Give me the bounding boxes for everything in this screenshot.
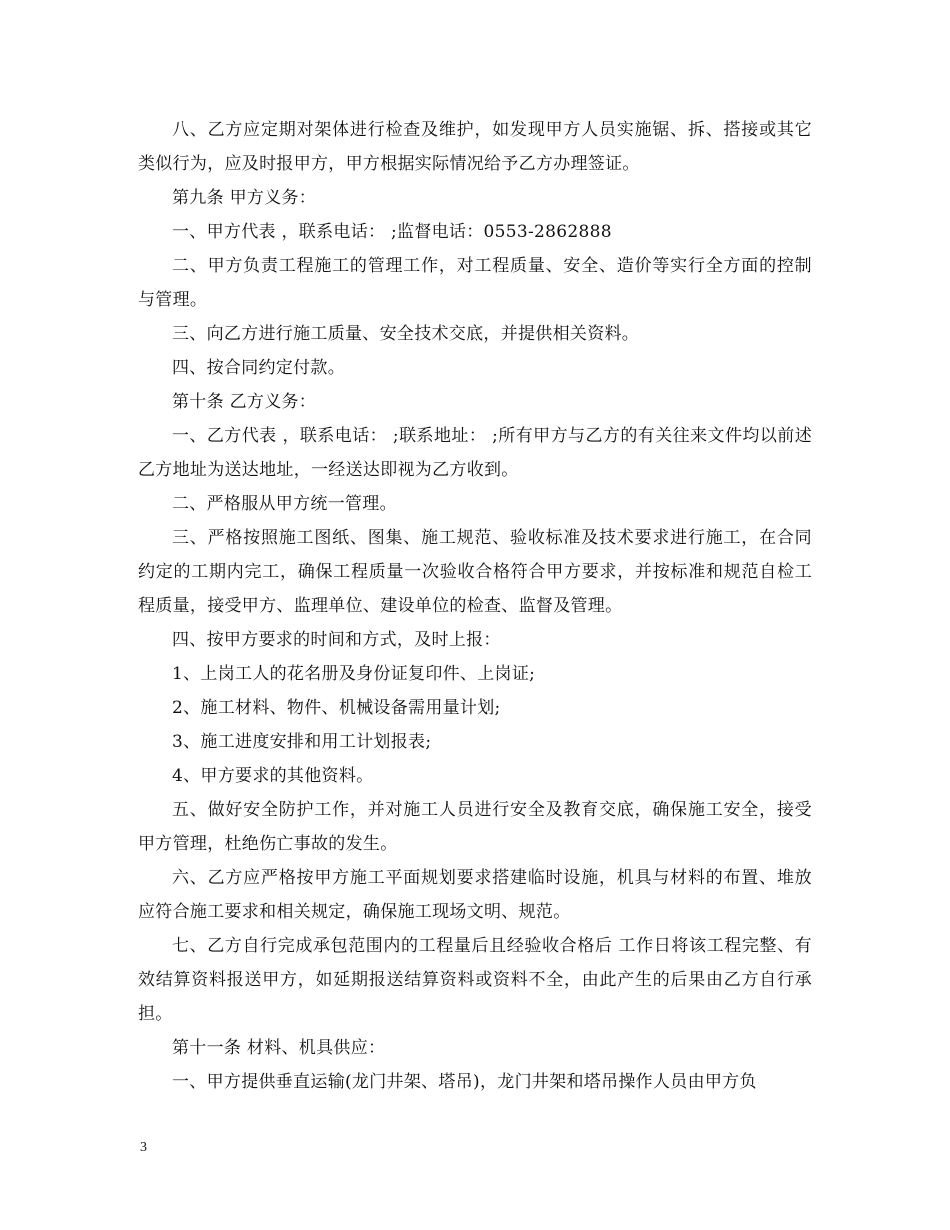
- paragraph-party-b-reporting: 四、按甲方要求的时间和方式，及时上报：: [172, 630, 501, 650]
- paragraph-clause-8-scaffold-inspection: 八、乙方应定期对架体进行检查及维护，如发现甲方人员实施锯、拆、搭接或其它类似行为，应及时报甲方，甲方根据实际情况给予乙方办理签证。: [138, 120, 812, 174]
- list-item-other-materials: 4、甲方要求的其他资料。: [172, 766, 374, 786]
- paragraph-party-a-management: 二、甲方负责工程施工的管理工作，对工程质量、安全、造价等实行全方面的控制与管理。: [138, 256, 812, 310]
- heading-article-10-party-b-obligations: 第十条 乙方义务：: [172, 392, 317, 412]
- paragraph-party-b-temporary-facilities: 六、乙方应严格按甲方施工平面规划要求搭建临时设施，机具与材料的布置、堆放应符合施工要求和相关规定，确保施工现场文明、规范。: [138, 868, 812, 922]
- paragraph-party-b-obey-management: 二、严格服从甲方统一管理。: [172, 494, 397, 514]
- paragraph-party-b-settlement: 七、乙方自行完成承包范围内的工程量后且经验收合格后 工作日将该工程完整、有效结算资料报送甲方，如延期报送结算资料或资料不全，由此产生的后果由乙方自行承担。: [138, 936, 812, 1024]
- list-item-schedule-report: 3、施工进度安排和用工计划报表;: [172, 732, 432, 752]
- list-item-material-plan: 2、施工材料、物件、机械设备需用量计划;: [172, 698, 501, 718]
- page-number: 3: [140, 1140, 147, 1155]
- paragraph-party-b-construction-standards: 三、严格按照施工图纸、图集、施工规范、验收标准及技术要求进行施工，在合同约定的工期内完工，确保工程质量一次验收合格符合甲方要求，并按标准和规范自检工程质量，接受甲方、监理单位、建设单位的检查、监督及管理。: [138, 528, 812, 616]
- paragraph-party-a-technical-briefing: 三、向乙方进行施工质量、安全技术交底，并提供相关资料。: [172, 324, 640, 344]
- heading-article-9-party-a-obligations: 第九条 甲方义务：: [172, 188, 317, 208]
- paragraph-party-a-payment: 四、按合同约定付款。: [172, 358, 345, 378]
- paragraph-party-b-safety: 五、做好安全防护工作，并对施工人员进行安全及教育交底，确保施工安全，接受甲方管理，杜绝伤亡事故的发生。: [138, 800, 812, 854]
- paragraph-party-b-representative: 一、乙方代表 ，联系电话： ;联系地址： ;所有甲方与乙方的有关往来文件均以前述乙方地址为送达地址，一经送达即视为乙方收到。: [138, 426, 812, 480]
- heading-article-11-materials-supply: 第十一条 材料、机具供应：: [172, 1038, 386, 1058]
- paragraph-party-a-representative: 一、甲方代表 ，联系电话： ;监督电话：0553-2862888: [172, 222, 612, 242]
- paragraph-vertical-transport: 一、甲方提供垂直运输(龙门井架、塔吊)，龙门井架和塔吊操作人员由甲方负: [172, 1072, 757, 1092]
- list-item-worker-roster: 1、上岗工人的花名册及身份证复印件、上岗证;: [172, 664, 536, 684]
- document-body: [138, 113, 812, 1099]
